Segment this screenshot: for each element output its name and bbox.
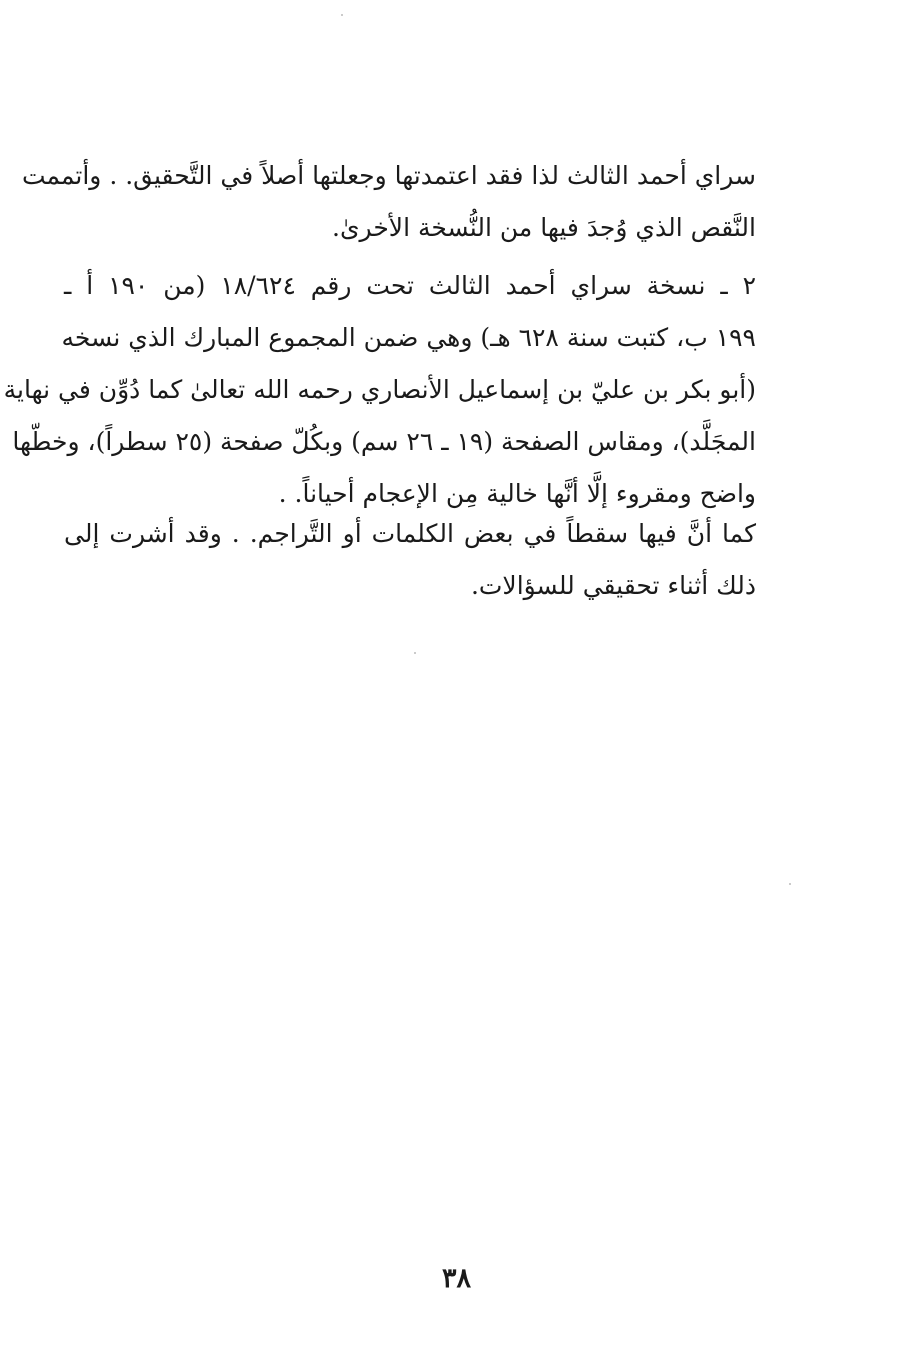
- scan-speck: [789, 883, 791, 885]
- text-line: سراي أحمد الثالث لذا فقد اعتمدتها وجعلتها أصلاً في التَّحقيق. . وأتممت: [21, 161, 756, 190]
- paragraph-3: [64, 508, 756, 612]
- text-line: (أبو بكر بن عليّ بن إسماعيل الأنصاري رحمه الله تعالىٰ كما دُوِّن في نهاية: [3, 375, 756, 404]
- page-number: ٣٨: [441, 1263, 471, 1294]
- text-line: ذلك أثناء تحقيقي للسؤالات.: [470, 571, 756, 600]
- text-line: ٢ ـ نسخة سراي أحمد الثالث تحت رقم ١٨/٦٢٤ (من ١٩٠ أ ـ: [64, 271, 756, 300]
- text-line: ١٩٩ ب، كتبت سنة ٦٢٨ هـ) وهي ضمن المجموع المبارك الذي نسخه: [61, 323, 756, 352]
- text-line: واضح ومقروء إلَّا أنَّها خالية مِن الإعجام أحياناً. .: [278, 479, 756, 508]
- paragraph-1: [21, 150, 756, 254]
- text-line: كما أنَّ فيها سقطاً في بعض الكلمات أو التَّراجم. . وقد أشرت إلى: [64, 519, 756, 548]
- text-line: المجَلَّد)، ومقاس الصفحة (١٩ ـ ٢٦ سم) وبكُلّ صفحة (٢٥ سطراً)، وخطّها: [12, 427, 756, 456]
- paragraph-2: [3, 260, 756, 520]
- scan-speck: [341, 14, 343, 16]
- scan-speck: [414, 652, 416, 654]
- text-line: النَّقص الذي وُجدَ فيها من النُّسخة الأخرىٰ.: [332, 213, 756, 242]
